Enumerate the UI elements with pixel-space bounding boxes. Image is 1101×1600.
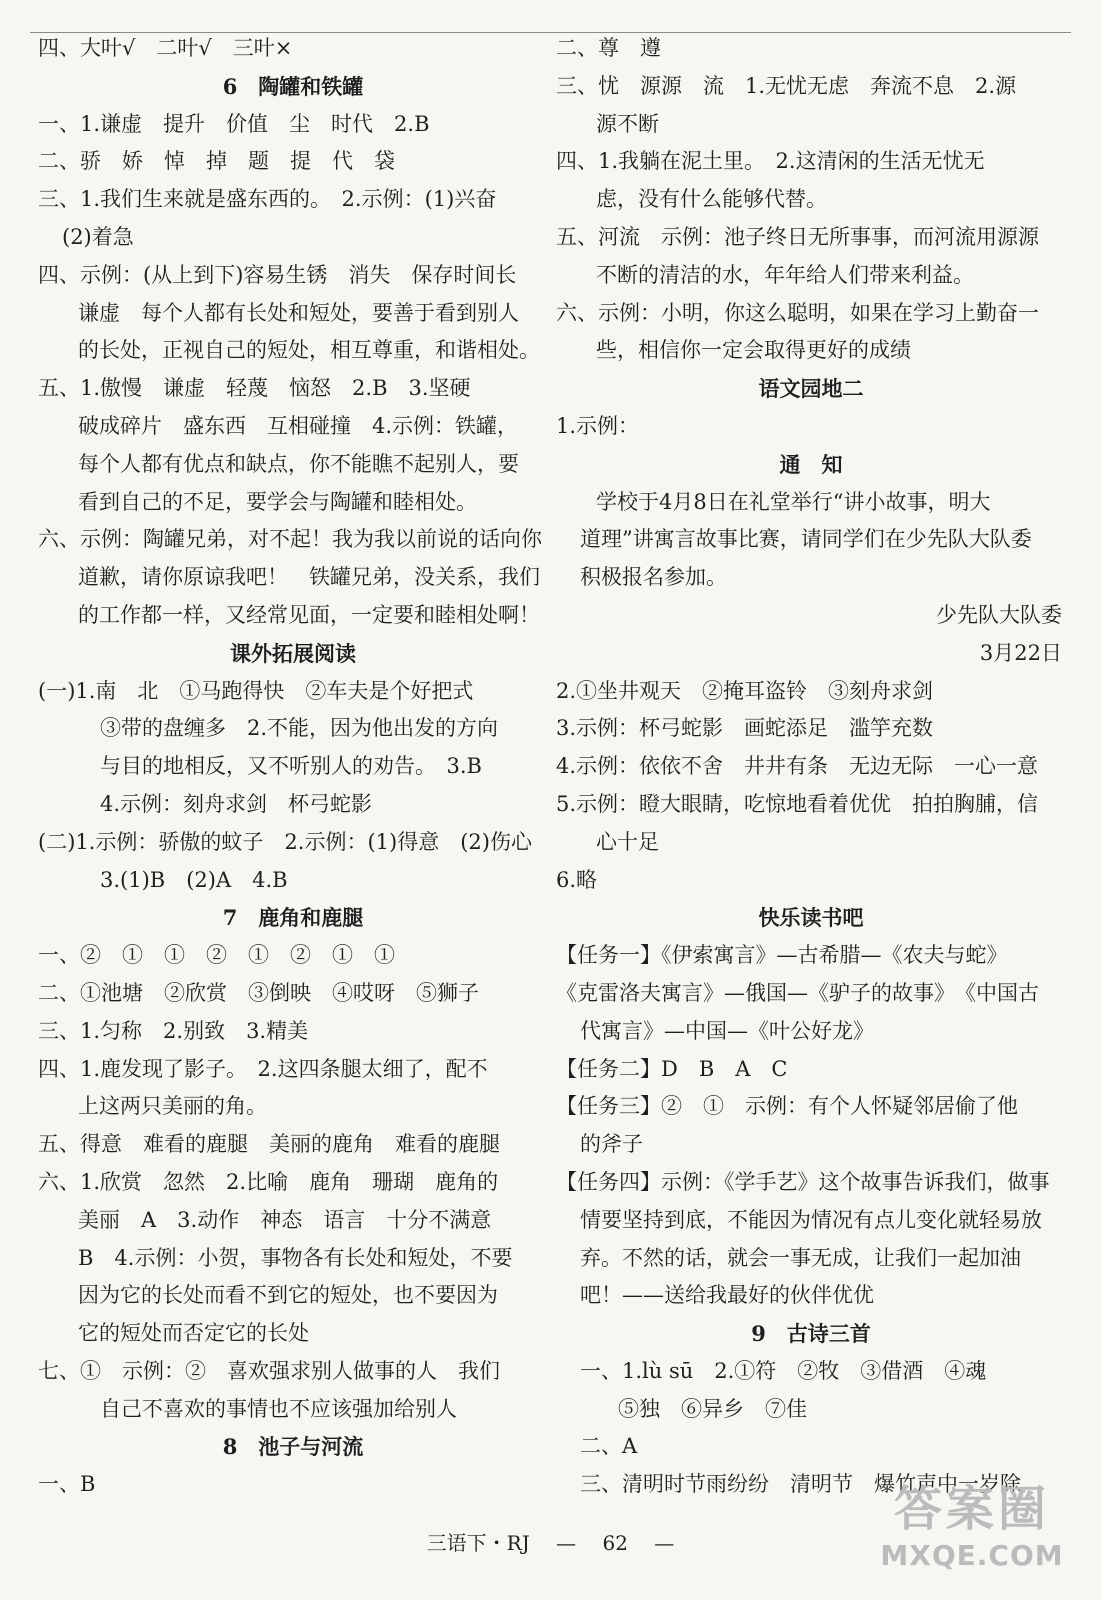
answer-line: 四、大叶√ 二叶√ 三叶×: [38, 36, 293, 60]
section-heading: 7 鹿角和鹿腿: [222, 905, 364, 931]
answer-line: 虑，没有什么能够代替。: [596, 187, 827, 212]
answer-line: 二、骄 娇 悼 掉 题 提 代 袋: [38, 149, 395, 174]
answer-line: 三、清明时节雨纷纷 清明节 爆竹声中一岁除: [580, 1472, 1021, 1497]
answer-line: 五、1.傲慢 谦虚 轻蔑 恼怒 2.B 3.坚硬: [38, 376, 471, 401]
answer-line: 七、① 示例：② 喜欢强求别人做事的人 我们: [38, 1358, 500, 1383]
answer-line: 一、1.lù sū 2.①符 ②牧 ③借酒 ④魂: [580, 1358, 987, 1383]
answer-line: 3.(1)B (2)A 4.B: [100, 867, 288, 892]
answer-line: 六、示例：小明，你这么聪明，如果在学习上勤奋一: [556, 300, 1039, 325]
answer-line: 三、1.我们生来就是盛东西的。 2.示例：(1)兴奋: [38, 187, 497, 212]
answer-line: 六、示例：陶罐兄弟，对不起！我为我以前说的话向你: [38, 527, 542, 552]
answer-line: 代寓言》—中国—《叶公好龙》: [580, 1018, 874, 1043]
answer-line: 3.示例：杯弓蛇影 画蛇添足 滥竽充数: [556, 716, 934, 741]
answer-line: 看到自己的不足，要学会与陶罐和睦相处。: [78, 489, 477, 514]
answer-line: 【任务三】② ① 示例：有个人怀疑邻居偷了他: [556, 1094, 1018, 1119]
answer-line: 弃。不然的话，就会一事无成，让我们一起加油: [580, 1245, 1021, 1270]
footer-dash-right: —: [654, 1531, 675, 1555]
answer-line: 一、1.谦虚 提升 价值 尘 时代 2.B: [38, 111, 430, 136]
answer-line: 它的短处而否定它的长处: [78, 1321, 309, 1346]
page-number: 62: [602, 1531, 628, 1555]
answer-line: 二、尊 遵: [556, 36, 661, 60]
answer-line: 六、1.欣赏 忽然 2.比喻 鹿角 珊瑚 鹿角的: [38, 1169, 499, 1194]
answer-line: 1.示例：: [556, 413, 640, 438]
answer-line: 每个人都有优点和缺点，你不能瞧不起别人，要: [78, 451, 519, 476]
answer-line: 源不断: [596, 111, 659, 136]
answer-line: 3月22日: [979, 640, 1062, 665]
answer-line: (一)1.南 北 ①马跑得快 ②车夫是个好把式: [38, 678, 474, 703]
answer-line: 些，相信你一定会取得更好的成绩: [596, 338, 911, 363]
answer-line: 4.示例：依依不舍 井井有条 无边无际 一心一意: [556, 754, 1039, 779]
answer-line: 与目的地相反，又不听别人的劝告。 3.B: [100, 754, 482, 779]
left-column: [38, 30, 548, 1504]
answer-line: 一、② ① ① ② ① ② ① ①: [38, 943, 395, 968]
watermark-main: 答案圈: [893, 1481, 1050, 1537]
answer-line: 的斧子: [580, 1132, 643, 1157]
answer-line: 一、B: [38, 1472, 96, 1497]
answer-line: 的工作都一样，又经常见面，一定要和睦相处啊！: [78, 602, 540, 627]
answer-line: 6.略: [556, 867, 598, 892]
answer-line: 4.示例：刻舟求剑 杯弓蛇影: [100, 791, 373, 816]
answer-line: B 4.示例：小贺，事物各有长处和短处，不要: [78, 1245, 513, 1270]
answer-line: 心十足: [596, 829, 659, 854]
section-heading: 6 陶罐和铁罐: [222, 73, 364, 99]
answer-line: 【任务四】示例：《学手艺》这个故事告诉我们，做事: [556, 1169, 1050, 1194]
answer-line: 道理”讲寓言故事比赛，请同学们在少先队大队委: [580, 527, 1032, 552]
right-column: [556, 30, 1066, 1504]
answer-line: 二、A: [580, 1434, 638, 1459]
answer-line: 美丽 A 3.动作 神态 语言 十分不满意: [78, 1207, 492, 1232]
watermark-logo: [852, 1470, 1092, 1572]
answer-line: 破成碎片 盛东西 互相碰撞 4.示例：铁罐，: [78, 413, 519, 438]
answer-line: 不断的清洁的水，年年给人们带来利益。: [596, 262, 974, 287]
answer-line: 道歉，请你原谅我吧！ 铁罐兄弟，没关系，我们: [78, 565, 540, 590]
answer-line: 谦虚 每个人都有长处和短处，要善于看到别人: [78, 300, 519, 325]
answer-line: 自己不喜欢的事情也不应该强加给别人: [100, 1396, 457, 1421]
answer-line: 5.示例：瞪大眼睛，吃惊地看着优优 拍拍胸脯，信: [556, 791, 1039, 816]
answer-line: 五、河流 示例：池子终日无所事事，而河流用源源: [556, 224, 1039, 249]
answer-line: 学校于4月8日在礼堂举行“讲小故事，明大: [596, 489, 991, 514]
answer-line: ⑤独 ⑥异乡 ⑦佳: [618, 1396, 807, 1421]
answer-line: ③带的盘缠多 2.不能，因为他出发的方向: [100, 716, 499, 741]
section-heading: 语文园地二: [758, 376, 864, 402]
answer-line: 因为它的长处而看不到它的短处，也不要因为: [78, 1283, 498, 1308]
answer-line: 情要坚持到底，不能因为情况有点儿变化就轻易放: [580, 1207, 1042, 1232]
answer-line: 五、得意 难看的鹿腿 美丽的鹿角 难看的鹿腿: [38, 1132, 500, 1157]
answer-line: 《克雷洛夫寓言》—俄国—《驴子的故事》 《中国古: [556, 980, 1039, 1005]
answer-line: 积极报名参加。: [580, 565, 727, 590]
watermark-sub: MXQE.COM: [880, 1539, 1064, 1572]
answer-line: (2)着急: [62, 224, 134, 249]
answer-line: 三、忧 源源 流 1.无忧无虑 奔流不息 2.源: [556, 73, 1017, 98]
answer-line: 四、1.我躺在泥土里。 2.这清闲的生活无忧无: [556, 149, 985, 174]
answer-line: 少先队大队委: [936, 602, 1062, 627]
answer-line: (二)1.示例：骄傲的蚊子 2.示例：(1)得意 (2)伤心: [38, 829, 532, 854]
section-heading: 课外拓展阅读: [230, 640, 356, 666]
answer-line: 四、示例：(从上到下)容易生锈 消失 保存时间长: [38, 262, 517, 287]
answer-line: 三、1.匀称 2.别致 3.精美: [38, 1018, 309, 1043]
answer-line: 2.①坐井观天 ②掩耳盗铃 ③刻舟求剑: [556, 678, 934, 703]
answer-line: 上这两只美丽的角。: [78, 1094, 267, 1119]
answer-line: 【任务二】D B A C: [556, 1056, 788, 1081]
answer-line: 的长处，正视自己的短处，相互尊重，和谐相处。: [78, 338, 540, 363]
answer-line: 二、①池塘 ②欣赏 ③倒映 ④哎呀 ⑤狮子: [38, 980, 479, 1005]
section-heading: 通 知: [779, 451, 843, 477]
section-heading: 快乐读书吧: [758, 905, 864, 931]
book-label: 三语下・RJ: [426, 1531, 530, 1555]
footer-dash-left: —: [556, 1531, 577, 1555]
answer-line: 吧！——送给我最好的伙伴优优: [580, 1283, 874, 1308]
answer-line: 四、1.鹿发现了影子。 2.这四条腿太细了，配不: [38, 1056, 488, 1081]
section-heading: 8 池子与河流: [222, 1434, 364, 1460]
section-heading: 9 古诗三首: [751, 1321, 871, 1347]
answer-line: 【任务一】《伊索寓言》—古希腊—《农夫与蛇》: [556, 943, 1008, 968]
